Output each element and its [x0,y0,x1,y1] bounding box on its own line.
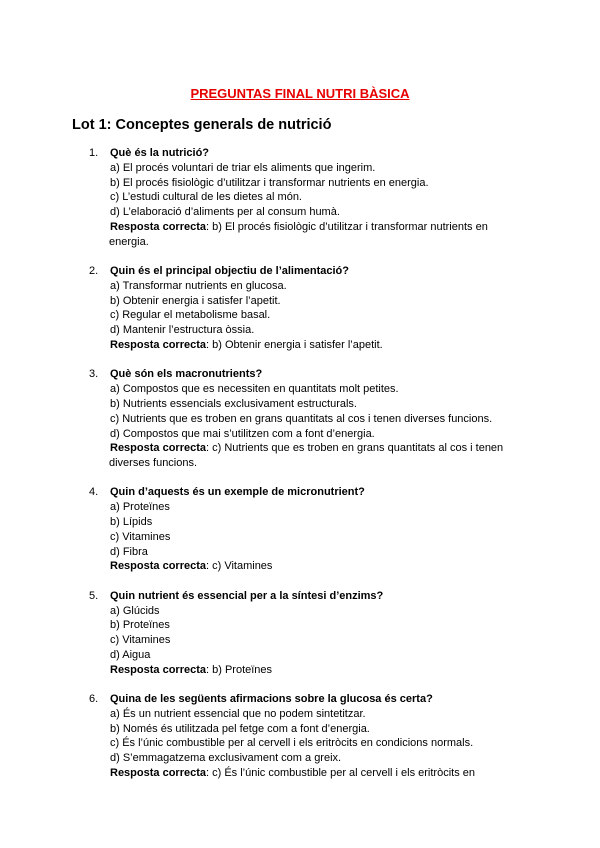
question-number: 5. [89,589,99,602]
answer-text: : c) És l’únic combustible per al cervell i els eritròcits en [206,766,475,779]
option: b) Proteïnes [110,619,170,632]
answer-text: : b) Proteïnes [206,663,273,676]
answer-text: : c) Vitamines [206,560,273,573]
question-item [0,146,600,250]
answer-text: : c) Nutrients que es troben en grans quantitats al cos i tenen [206,442,504,455]
option: b) Obtenir energia i satisfer l’apetit. [110,294,281,307]
question-text: Què és la nutrició? [110,147,210,159]
question-number: 1. [89,147,99,159]
question-item [0,485,600,574]
answer-continuation: energia. [109,235,149,248]
answer-text: : b) Obtenir energia i satisfer l’apetit. [206,339,383,352]
option: a) Compostos que es necessiten en quantitats molt petites. [110,383,399,396]
option: b) Lípids [110,516,153,529]
question-item [0,692,600,781]
document-title: PREGUNTAS FINAL NUTRI BÀSICA [190,86,410,101]
option: c) Regular el metabolisme basal. [110,309,271,322]
question-text: Quin d’aquests és un exemple de micronutrient? [110,486,365,499]
option: c) És l’únic combustible per al cervell i els eritròcits en condicions normals. [110,737,474,750]
option: d) Compostos que mai s’utilitzen com a font d’energia. [110,427,375,440]
question-text: Què són els macronutrients? [110,368,263,381]
option: b) El procés fisiològic d’utilitzar i transformar nutrients en energia. [110,176,429,189]
answer-label: Resposta correcta [110,663,206,676]
option: a) És un nutrient essencial que no podem sintetitzar. [110,707,366,720]
answer-label: Resposta correcta [110,766,206,779]
answer-text: : b) El procés fisiològic d’utilitzar i transformar nutrients en [206,220,488,233]
option: a) El procés voluntari de triar els aliments que ingerim. [110,161,376,174]
question-text: Quina de les següents afirmacions sobre la glucosa és certa? [110,693,433,705]
option: a) Proteïnes [110,501,170,514]
option: a) Glúcids [110,604,160,617]
question-number: 3. [89,368,99,381]
question-item [0,367,600,471]
answer-continuation: diverses funcions. [109,457,198,470]
answer [0,766,600,781]
section-heading: Lot 1: Conceptes generals de nutrició [72,117,332,133]
option: c) Nutrients que es troben en grans quantitats al cos i tenen diverses funcions. [110,412,493,425]
option: c) L’estudi cultural de les dietes al món. [110,191,302,204]
answer [0,663,600,678]
option: d) Mantenir l’estructura òssia. [110,324,255,337]
option: d) Fibra [110,545,148,558]
answer [0,441,600,456]
question-number: 2. [89,265,99,278]
option: a) Transformar nutrients en glucosa. [110,279,287,292]
answer-label: Resposta correcta [110,442,206,455]
question-number: 4. [89,486,99,499]
question-item [0,264,600,353]
answer [0,220,600,235]
answer-label: Resposta correcta [110,339,206,352]
answer [0,559,600,574]
answer-label: Resposta correcta [110,560,206,573]
question-item [0,589,600,678]
question-text: Quin és el principal objectiu de l’alimentació? [110,265,349,278]
option: b) Només és utilitzada pel fetge com a font d’energia. [110,722,370,735]
question-list [0,146,600,795]
question-number: 6. [89,693,99,705]
option: c) Vitamines [110,634,171,647]
answer [0,338,600,353]
answer-label: Resposta correcta [110,220,206,233]
option: b) Nutrients essencials exclusivament estructurals. [110,397,357,410]
option: d) Aigua [110,648,151,661]
option: d) S’emmagatzema exclusivament com a greix. [110,752,342,765]
option: c) Vitamines [110,530,171,543]
option: d) L’elaboració d’aliments per al consum humà. [110,206,340,219]
question-text: Quin nutrient és essencial per a la síntesi d’enzims? [110,589,384,602]
